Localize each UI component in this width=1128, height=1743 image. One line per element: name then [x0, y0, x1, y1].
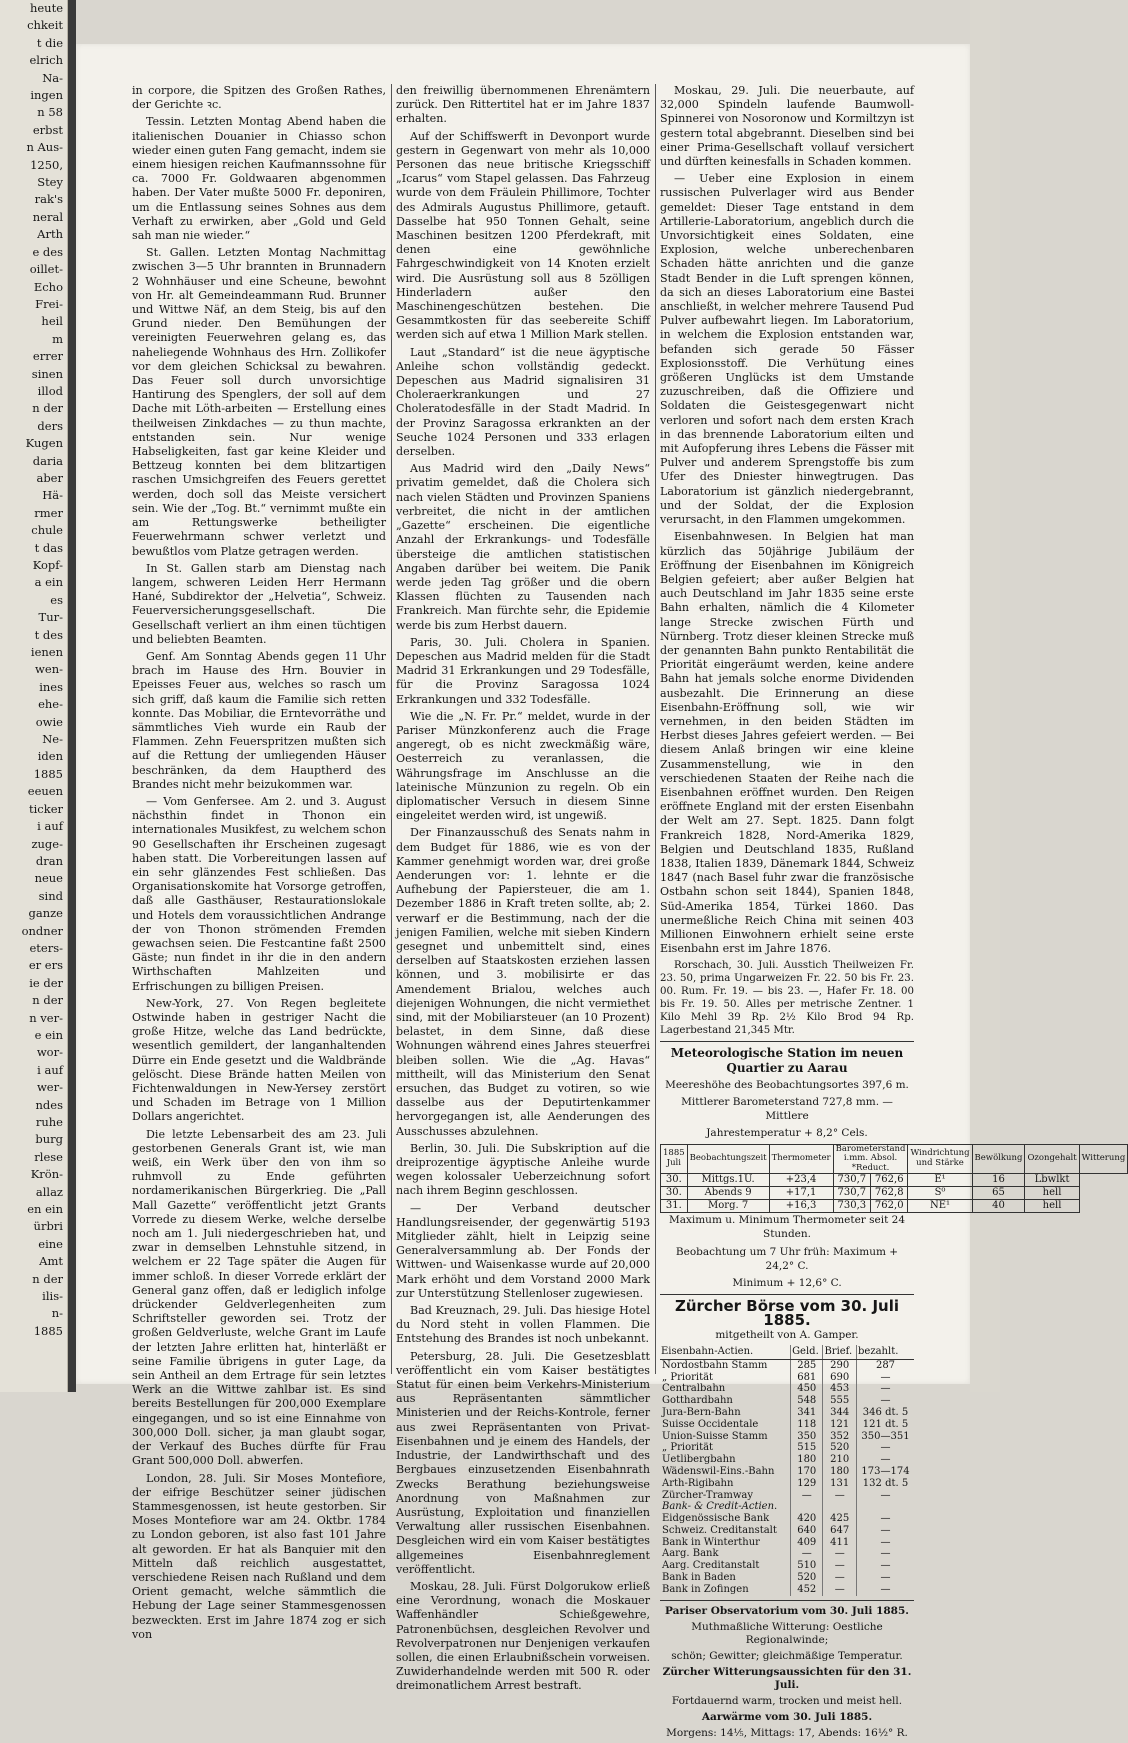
adjacent-page-strip — [0, 0, 68, 1392]
weather-table-cell: 40 — [972, 1200, 1025, 1213]
adjacent-page-fragment: wor- — [36, 1045, 63, 1060]
stock-value: 409 — [791, 1537, 823, 1549]
stock-table-row — [660, 1431, 914, 1443]
adjacent-page-fragment: Arth — [37, 227, 63, 242]
stock-table-row — [660, 1395, 914, 1407]
adjacent-page-fragment: Ne- — [42, 732, 63, 747]
weather-table-header: Barometerstand i.mm. Absol. *Reduct. — [833, 1144, 908, 1174]
stock-name: Uetlibergbahn — [662, 1454, 736, 1466]
article-paragraph: Wie die „N. Fr. Pr.“ meldet, wurde in der Pariser Münzkonferenz auch die Frage angeregt, ob es nicht zweckmäßig wäre, Oesterreich zu veranlassen, die Währungsfrage im Anschlusse an die lateinische Münzunion zu regeln. Ob ein diplomatischer Versuch in diesem Sinne eingeleitet werden wird, ist ungewiß. — [396, 709, 650, 823]
adjacent-page-fragment: ruhe — [35, 1115, 63, 1129]
weather-station-line: Mittlerer Barometerstand 727,8 mm. —Mittlere — [681, 1096, 893, 1123]
stock-value: 352 — [823, 1431, 857, 1443]
adjacent-page-fragment: daria — [32, 453, 63, 468]
adjacent-page-fragment: wer- — [36, 1080, 63, 1095]
stock-value: 520 — [791, 1572, 823, 1584]
stock-value: 425 — [823, 1513, 857, 1525]
adjacent-page-fragment: t das — [34, 540, 63, 555]
adjacent-page-fragment: ndes — [35, 1097, 63, 1112]
weather-table-cell: hell — [1025, 1200, 1079, 1213]
stock-name: Eidgenössische Bank — [662, 1513, 770, 1525]
weather-table-cell: 730,7 — [833, 1174, 870, 1187]
stock-value: 129 — [791, 1478, 823, 1490]
stock-value: 285 — [791, 1359, 823, 1371]
weather-table-cell: 730,7 — [833, 1187, 870, 1200]
adjacent-page-fragment: chkeit — [27, 18, 63, 33]
stock-value: — — [857, 1572, 915, 1584]
stock-value: — — [857, 1372, 915, 1384]
stock-value: 350—351 — [857, 1431, 915, 1443]
article-paragraph: In St. Gallen starb am Dienstag nach langem, schweren Leiden Herr Hermann Hané, Subdirektor der „Helvetia“, Schweiz. Feuerversicherungsgesellschaft. Die Gesellschaft verliert an ihm einen tüchtigen und beliebten Beamten. — [132, 561, 386, 646]
adjacent-page-fragment: Kugen — [25, 436, 63, 451]
adjacent-page-fragment: allaz — [35, 1184, 63, 1199]
adjacent-page-fragment: rmer — [34, 505, 63, 520]
adjacent-page-fragment: illod — [37, 383, 63, 398]
observatory-line: schön; Gewitter; gleichmäßige Temperatur. — [671, 1649, 903, 1662]
stock-value: — — [857, 1383, 915, 1395]
column-3 — [660, 84, 1126, 1743]
stock-value: 121 dt. 5 — [857, 1419, 915, 1431]
stock-value: 520 — [823, 1442, 857, 1454]
stock-name: Union-Suisse Stamm — [662, 1430, 768, 1442]
stock-value: — — [857, 1584, 915, 1596]
stock-name: Gotthardbahn — [662, 1395, 733, 1407]
adjacent-page-fragment: Stey — [37, 175, 63, 190]
adjacent-page-fragment: t die — [36, 35, 63, 50]
stock-value: 411 — [823, 1537, 857, 1549]
stock-value: 690 — [823, 1372, 857, 1384]
adjacent-page-fragment: 1250, — [30, 157, 63, 172]
observatory-line: Muthmaßliche Witterung: Oestliche Regionalwinde; — [691, 1620, 883, 1646]
adjacent-page-fragment: e des — [32, 244, 63, 259]
adjacent-page-fragment: ingen — [30, 88, 63, 103]
stock-name: Bank in Winterthur — [662, 1536, 760, 1548]
stock-table-row — [660, 1478, 914, 1490]
stock-value: 681 — [791, 1372, 823, 1384]
stock-value: 640 — [791, 1525, 823, 1537]
stock-name: Wädenswil-Eins.-Bahn — [662, 1465, 775, 1477]
adjacent-page-fragment: i auf — [37, 819, 63, 834]
stock-value: — — [857, 1490, 915, 1502]
adjacent-page-fragment: aber — [36, 470, 63, 485]
adjacent-page-fragment: neral — [32, 209, 63, 224]
weather-table-header: Witterung — [1079, 1144, 1128, 1174]
stock-table-row — [660, 1419, 914, 1431]
article-paragraph: Der Finanzausschuß des Senats nahm in dem Budget für 1886, wie es von der Kammer genehmigt worden war, drei große Aenderungen vor: 1. lehnte er die Aufhebung der Papiersteuer, die am 1. Dezember 1886 in Kraft treten sollte, ab; 2. verwarf er die Bestimmung, nach der die jenigen Familien, welche mit sieben Kindern gesegnet und unbemittelt sind, eines derselben auf Staatskosten erziehen lassen können, und 3. mobilisirte er das Amendement Brialou, welches auch diejenigen Wohnungen, die nicht vermiethet sind, mit der Mobiliarsteuer (an 10 Prozent) belastet, in dem Sinne, daß diese Wohnungen während eines Jahres steuerfrei bleiben sollen. Wie die „Ag. Havas“ mittheilt, will das Ministerium den Senat ersuchen, das Budget zu votiren, so wie dasselbe aus der Deputirtenkammer hervorgegangen ist, alle Aenderungen des Ausschusses abzulehnen. — [396, 826, 650, 1138]
stock-value: — — [823, 1584, 857, 1596]
stock-name: „ Priorität — [662, 1371, 714, 1383]
stock-value: — — [823, 1490, 857, 1502]
adjacent-page-fragment: sinen — [31, 366, 63, 381]
article-paragraph: — Der Verband deutscher Handlungsreisender, der gegenwärtig 5193 Mitglieder zählt, hielt in Leipzig seine Generalversammlung ab. Der Fonds der Wittwen- und Waisenkasse wurde auf 20,000 Mark erhöht und dem Vorstand 2000 Mark zur Unterstützung Stellenloser zugewiesen. — [396, 1201, 650, 1300]
adjacent-page-fragment: heute — [29, 1, 63, 15]
adjacent-page-fragment: ines — [39, 679, 63, 694]
stock-value: — — [823, 1560, 857, 1572]
adjacent-page-fragment: es — [50, 592, 63, 607]
adjacent-page-fragment: 1885 — [33, 766, 63, 781]
adjacent-page-fragment: n der — [32, 401, 63, 416]
adjacent-page-fragment: n der — [32, 993, 63, 1008]
article-paragraph: Petersburg, 28. Juli. Die Gesetzesblatt veröffentlicht ein vom Kaiser bestätigtes Statut für einen beim Verkehrs-Ministerium aus Repräsentanten sämmtlicher Ministerien und der Reichs-Kontrole, ferner aus zwei Repräsentanten von Privat-Eisenbahnen und je einem des Handels, der Industrie, der Landwirthschaft und des Bergbaues einzusetzenden Eisenbahnrath Zwecks Berathung beziehungsweise Anordnung von Maßnahmen zur Ausrüstung, Exploitation und finanziellen Verwaltung aller russischen Eisenbahnen. Desgleichen wird ein vom Kaiser bestätigtes allgemeines Eisenbahnreglement veröffentlicht. — [396, 1349, 650, 1576]
weather-table-cell: 762,6 — [871, 1174, 908, 1187]
stock-value: 453 — [823, 1383, 857, 1395]
stock-value: 510 — [791, 1560, 823, 1572]
weather-table-cell: 30. — [661, 1187, 688, 1200]
adjacent-page-fragment: n Aus- — [26, 140, 63, 155]
article-paragraph: Laut „Standard“ ist die neue ägyptische Anleihe schon vollständig gedeckt. Depeschen aus Madrid signalisiren 31 Choleraerkrankungen und 27 Choleratodesfälle in der Stadt Madrid. In der Provinz Saragossa erkrankten an der Seuche 1024 Personen und 333 erlagen derselben. — [396, 345, 650, 459]
stock-value: — — [857, 1395, 915, 1407]
weather-table-header: Ozongehalt — [1025, 1144, 1079, 1174]
stock-name: „ Priorität — [662, 1442, 714, 1454]
column-rule — [391, 84, 392, 1374]
weather-footnote: Maximum u. Minimum Thermometer seit 24 Stunden. — [668, 1214, 906, 1241]
weather-station-title: Meteorologische Station im neuen Quartier zu Aarau — [670, 1046, 904, 1075]
weather-table-row — [661, 1200, 1128, 1213]
adjacent-page-fragment: neue — [34, 871, 63, 886]
stock-exchange-title: Zürcher Börse vom 30. Juli 1885. — [674, 1297, 900, 1330]
stock-value: 420 — [791, 1513, 823, 1525]
adjacent-page-fragment: ürbri — [33, 1219, 63, 1234]
article-paragraph: St. Gallen. Letzten Montag Nachmittag zwischen 3—5 Uhr brannten in Brunnadern 2 Wohnhäuser und eine Scheune, bewohnt von Hr. alt Gemeindeammann Rud. Brunner und Wittwe Näf, an dem Steig, bis auf den Grund nieder. Den Bemühungen der vereinigten Feuerwehren gelang es, das naheliegende Wohnhaus des Hrn. Zollikofer vor dem gleichen Schicksal zu bewahren. Das Feuer soll durch unvorsichtige Hantirung des Spenglers, der soll auf dem Dache mit Löth-arbeiten — Erstellung eines theilweisen Zinkdaches — zu thun machte, entstanden sein. Nur wenige Habseligkeiten, fast gar keine Kleider und Bettzeug konnten bei dem blitzartigen raschen Umsichgreifen des Feuers gerettet werden, doch soll das Meiste versichert sein. Wie der „Tog. Bt.“ vernimmt mußte ein am Rettungswerke betheiligter Feuerwehrmann schwer verletzt und bewußtlos vom Platze getragen werden. — [132, 246, 386, 558]
observatory-title: Pariser Observatorium vom 30. Juli 1885. — [665, 1604, 909, 1617]
stock-value: — — [791, 1548, 823, 1560]
stock-value: 180 — [791, 1454, 823, 1466]
article-paragraph: in corpore, die Spitzen des Großen Rathes, der Gerichte ꝛc. — [132, 84, 386, 112]
weather-table-cell: 30. — [661, 1174, 688, 1187]
stock-value: — — [791, 1490, 823, 1502]
article-paragraph: New-York, 27. Von Regen begleitete Ostwinde haben in gestriger Nacht die große Hitze, welche das Land bedrückte, wesentlich gemildert, der langanhaltenden Dürre ein Ende gesetzt und die Waldbrände gelöscht. Diese Brände hatten Meilen von Fichtenwaldungen in New-Yersey zerstört und Schaden im Betrage von 1 Million Dollars angerichtet. — [132, 996, 386, 1124]
stock-value: 344 — [823, 1407, 857, 1419]
adjacent-page-fragment: iden — [37, 749, 63, 764]
weather-table-cell: hell — [1025, 1187, 1079, 1200]
stock-value: — — [823, 1572, 857, 1584]
weather-table-cell: 762,8 — [871, 1187, 908, 1200]
adjacent-page-fragment: 1885 — [33, 1323, 63, 1338]
stock-name: Zürcher-Tramway — [662, 1489, 753, 1501]
newspaper-page — [76, 44, 1126, 1739]
stock-table-row — [660, 1454, 914, 1466]
article-paragraph: Die letzte Lebensarbeit des am 23. Juli gestorbenen Generals Grant ist, wie man weiß, ein Werk über den von ihm so ruhmvoll zu Ende geführten nordamerikanischen Bürgerkrieg. Die „Pall Mall Gazette“ veröffentlicht jetzt Grants Vorrede zu diesem Werke, welche derselbe noch am 1. Juli niedergeschrieben hat, und zwar in demselben Lehnstuhle sitzend, in welchem er 22 Tage später die Augen für immer schloß. In dieser Vorrede erklärt der General ganz offen, daß er lediglich infolge drückender Geldverlegenheiten zum Schriftsteller geworden sei. Trotz der großen Geldverluste, welche Grant im Laufe der letzten Jahre erlitten hat, hinterläßt er seine Familie übrigens in guter Lage, da sein Antheil an dem Ertrage für sein letztes Werk an die Wittwe zahlbar ist. Es sind bereits Bestellungen für 200,000 Exemplare eingegangen, und so ist eine Einnahme von 300,000 Doll. sicher, ja man glaubt sogar, der Verkauf des Buches dürfte für Frau Grant 500,000 Doll. abwerfen. — [132, 1127, 386, 1468]
weather-table-header: Beobachtungszeit — [687, 1144, 769, 1174]
adjacent-page-fragment: t des — [34, 627, 63, 642]
stock-value: 647 — [823, 1525, 857, 1537]
adjacent-page-fragment: sind — [38, 888, 63, 903]
stock-value: — — [857, 1560, 915, 1572]
adjacent-page-fragment: ondner — [21, 923, 63, 938]
stock-value: 341 — [791, 1407, 823, 1419]
zurich-forecast-line: Fortdauernd warm, trocken und meist hell. — [671, 1694, 903, 1707]
stock-value: 287 — [857, 1359, 915, 1371]
stock-table-row — [660, 1513, 914, 1525]
adjacent-page-fragment: eine — [38, 1236, 63, 1251]
adjacent-page-fragment: en ein — [27, 1202, 63, 1217]
column-2 — [396, 84, 650, 1697]
weather-footnote: Minimum + 12,6° C. — [732, 1276, 842, 1289]
adjacent-page-fragment: Kopf- — [32, 558, 63, 572]
adjacent-page-fragment: elrich — [29, 53, 63, 68]
adjacent-page-fragment: i auf — [37, 1062, 63, 1077]
stock-exchange-subtitle: mitgetheilt von A. Gamper. — [715, 1328, 859, 1341]
weather-table-cell: Lbwlkt — [1025, 1174, 1079, 1187]
article-paragraph: Auf der Schiffswerft in Devonport wurde gestern in Gegenwart von mehr als 10,000 Personen das neue britische Kriegsschiff „Icarus“ vom Stapel gelassen. Das Fahrzeug wurde von dem Fräulein Phillimore, Tochter des Admirals Augustus Phillimore, getauft. Dasselbe hat 950 Tonnen Gehalt, seine Maschinen besitzen 1200 Pferdekraft, mit denen eine gewöhnliche Fahrgeschwindigkeit von 14 Knoten erzielt wird. Die Ausrüstung soll aus 8 5zölligen Hinderladern außer den Maschinengeschützen bestehen. Die Gesammtkosten für das seebereite Schiff werden sich auf etwa 1 Million Mark stellen. — [396, 129, 650, 342]
aare-temp-title: Aarwärme vom 30. Juli 1885. — [701, 1710, 873, 1723]
weather-table-cell: +16,3 — [769, 1200, 833, 1213]
stock-table-row — [660, 1490, 914, 1502]
adjacent-page-fragment: Krön- — [30, 1167, 63, 1182]
stock-name: Arth-Rigibahn — [662, 1477, 734, 1489]
stock-table-row — [660, 1560, 914, 1572]
adjacent-page-fragment: wen- — [35, 662, 63, 677]
stock-table-row — [660, 1537, 914, 1549]
adjacent-page-fragment: erbst — [32, 122, 63, 137]
article-paragraph: Tessin. Letzten Montag Abend haben die italienischen Douanier in Chiasso schon wieder einen guten Fang gemacht, indem sie einem hiesigen reichen Kaufmannssohne für ca. 7000 Fr. Goldwaaren abgenommen haben. Der Vater mußte 5000 Fr. deponiren, um die Entlassung seines Sohnes aus dem Verhaft zu erwirken, aber „Gold und Geld sah man nie wieder.“ — [132, 115, 386, 243]
stock-table-row — [660, 1372, 914, 1384]
adjacent-page-fragment: ganze — [28, 906, 63, 921]
stock-value: — — [823, 1548, 857, 1560]
stock-table-row — [660, 1501, 914, 1513]
adjacent-page-fragment: n 58 — [37, 105, 63, 120]
stock-value: — — [857, 1513, 915, 1525]
stock-value: — — [857, 1454, 915, 1466]
weather-table-header: Thermometer — [769, 1144, 833, 1174]
adjacent-page-fragment: chule — [31, 523, 63, 538]
article-paragraph: — Vom Genfersee. Am 2. und 3. August nächsthin findet in Thonon ein internationales Musikfest, zu welchem schon 90 Gesellschaften ihr Erscheinen zugesagt haben statt. Die Vorbereitungen lassen auf ein sehr glänzendes Fest schließen. Das Organisationskomite hat Vorsorge getroffen, daß alle Gasthäuser, Restaurationslokale und Hotels dem voraussichtlichen Andrange der von Thonon strömenden Fremden gewachsen seien. Die Festcantine faßt 2500 Gäste; nun findet in ihr die in den andern Wirthschaften Mahlzeiten und Erfrischungen zu billigen Preisen. — [132, 794, 386, 993]
binding-gutter — [68, 0, 76, 1392]
stock-table-row — [660, 1359, 914, 1371]
adjacent-page-fragment: n- — [51, 1306, 63, 1321]
weather-station-block — [660, 1046, 1126, 1290]
adjacent-page-fragment: ienen — [30, 645, 63, 660]
adjacent-page-fragment: Amt — [39, 1254, 63, 1269]
stock-name: Bank in Zofingen — [662, 1583, 749, 1595]
stock-table-row — [660, 1525, 914, 1537]
stock-value: — — [857, 1537, 915, 1549]
stock-name: Suisse Occidentale — [662, 1418, 759, 1430]
stock-value: 346 dt. 5 — [857, 1407, 915, 1419]
adjacent-page-fragment: ie der — [29, 975, 63, 990]
column-rule — [655, 84, 656, 1374]
adjacent-page-fragment: m — [52, 331, 63, 346]
stock-value: 173—174 — [857, 1466, 915, 1478]
adjacent-page-fragment: Na- — [42, 70, 63, 85]
stock-table-row — [660, 1572, 914, 1584]
article-paragraph: Berlin, 30. Juli. Die Subskription auf die dreiprozentige ägyptische Anleihe wurde wegen kolossaler Ueberzeichnung sofort nach ihrem Beginn geschlossen. — [396, 1141, 650, 1198]
adjacent-page-fragment: ticker — [28, 801, 63, 816]
adjacent-page-fragment: a ein — [34, 575, 63, 590]
adjacent-page-fragment: Echo — [33, 279, 63, 294]
article-paragraph: Aus Madrid wird den „Daily News“ privatim gemeldet, daß die Cholera sich nach vielen Städten und Provinzen Spaniens verbreitet, die nicht in der amtlichen „Gazette“ erscheinen. Die eigentliche Anzahl der Erkrankungs- und Todesfälle übersteige die amtlichen statistischen Angaben darüber bei weitem. Die Panik werde jeden Tag größer und die obern Klassen flüchten zu Tausenden nach Frankreich. Man fürchte sehr, die Epidemie werde bis zum Herbst dauern. — [396, 462, 650, 632]
article-paragraph: Moskau, 28. Juli. Fürst Dolgorukow erließ eine Verordnung, wonach die Moskauer Waffenhändler Schießgewehre, Patronenbüchsen, desgleichen Revolver und Revolverpatronen nur Denjenigen verkaufen sollen, die einen Erlaubnißschein vorweisen. Zuwiderhandelnde werden mit 500 R. oder dreimonatlichem Arrest bestraft. — [396, 1579, 650, 1693]
stock-value: 170 — [791, 1466, 823, 1478]
weather-table-cell: 31. — [661, 1200, 688, 1213]
stock-table-row — [660, 1466, 914, 1478]
stock-value: 210 — [823, 1454, 857, 1466]
adjacent-page-fragment: ders — [37, 418, 63, 433]
adjacent-page-fragment: heil — [41, 314, 63, 329]
stock-value: 131 — [823, 1478, 857, 1490]
adjacent-page-fragment: e ein — [34, 1027, 63, 1042]
stock-name: Nordostbahn Stamm — [662, 1359, 768, 1371]
adjacent-page-fragment: burg — [35, 1132, 63, 1147]
stock-name: Aarg. Creditanstalt — [662, 1560, 760, 1572]
adjacent-page-fragment: errer — [32, 349, 63, 364]
adjacent-page-fragment: n ver- — [29, 1010, 63, 1025]
stock-table-row — [660, 1548, 914, 1560]
adjacent-page-fragment: n der — [32, 1271, 63, 1286]
stock-value: 180 — [823, 1466, 857, 1478]
aare-temp-line: Morgens: 14⅕, Mittags: 17, Abends: 16½° R. — [666, 1726, 908, 1739]
weather-footnote: Beobachtung um 7 Uhr früh: Maximum + 24,2° C. — [675, 1245, 899, 1272]
article-paragraph: — Ueber eine Explosion in einem russischen Pulverlager wird aus Bender gemeldet: Dieser Tage entstand in dem Artillerie-Laboratorium, angeblich durch die Unvorsichtigkeit eines Soldaten, eine Explosion, welche unberechenbaren Schaden hätte anrichten und die ganze Stadt Bender in die Luft sprengen können, da sich an dieses Laboratorium eine Bastei anschließt, in welcher mehrere Tausend Pud Pulver aufbewahrt liegen. Im Laboratorium, in welchem die Explosion entstanden war, befanden sich gerade 50 Fässer Explosionsstoff. Die Verhütung eines größeren Unglücks ist dem Umstande zuzuschreiben, daß die Offiziere und Soldaten die Geistesgegenwart nicht verloren und sofort nach dem ersten Krach in das brennende Laboratorium eilten und mit Aufopferung ihres Lebens die Fässer mit Pulver und anderem Sprengstoffe bis zum Ufer des Dniester hinwegtrugen. Das Laboratorium ist gänzlich niedergebrannt, und der Soldat, der die Explosion verursacht, in den Flammen umgekommen. — [660, 172, 914, 527]
weather-station-line: Jahrestemperatur + 8,2° Cels. — [706, 1127, 868, 1140]
stock-value: 548 — [791, 1395, 823, 1407]
stock-value: 515 — [791, 1442, 823, 1454]
stock-value: 132 dt. 5 — [857, 1478, 915, 1490]
stock-table-header: Brief. — [823, 1345, 857, 1360]
adjacent-page-fragment: ilis- — [42, 1289, 63, 1304]
adjacent-page-fragment: zuge- — [31, 836, 63, 851]
adjacent-page-fragment: eeuen — [27, 784, 63, 799]
adjacent-page-fragment: Frei- — [35, 296, 63, 311]
adjacent-page-fragment: Hä- — [42, 488, 63, 503]
article-paragraph: Genf. Am Sonntag Abends gegen 11 Uhr brach im Hause des Hrn. Bouvier in Epeisses Feuer aus, welches so rasch um sich griff, daß kaum die Familie sich retten konnte. Das Mobiliar, die Erntevorräthe und sämmtliches Vieh wurde ein Raub der Flammen. Zehn Feuerspritzen mußten sich auf die Rettung der umliegenden Häuser beschränken, da dem Hauptherd des Brandes nicht mehr beizukommen war. — [132, 649, 386, 791]
article-paragraph: Paris, 30. Juli. Cholera in Spanien. Depeschen aus Madrid melden für die Stadt Madrid 31 Erkrankungen und 29 Todesfälle, für die Provinz Saragossa 1024 Erkrankungen und 332 Todesfälle. — [396, 635, 650, 706]
weather-table-header: 1885 Juli — [661, 1144, 688, 1174]
stock-value: 450 — [791, 1383, 823, 1395]
weather-table-header: Bewölkung — [972, 1144, 1025, 1174]
stock-value — [857, 1501, 915, 1513]
adjacent-page-fragment: rak's — [34, 192, 63, 207]
stock-value: 555 — [823, 1395, 857, 1407]
stock-value: — — [857, 1525, 915, 1537]
stock-table-row — [660, 1383, 914, 1395]
stock-table-header: Geld. — [791, 1345, 823, 1360]
adjacent-page-fragment: owie — [35, 714, 63, 729]
stock-exchange-block — [660, 1299, 914, 1596]
stock-table-header: bezahlt. — [857, 1345, 915, 1360]
weather-table-header: Windrichtung und Stärke — [908, 1144, 972, 1174]
adjacent-page-fragment: ehe- — [38, 697, 63, 712]
weather-table-cell: Mittgs.1U. — [687, 1174, 769, 1187]
adjacent-page-fragment: eters- — [29, 940, 63, 955]
stock-table-row — [660, 1442, 914, 1454]
stock-table-row — [660, 1584, 914, 1596]
stock-name: Aarg. Bank — [662, 1548, 719, 1560]
article-paragraph: Moskau, 29. Juli. Die neuerbaute, auf 32,000 Spindeln laufende Baumwoll-Spinnerei von Nosoronow und Kormiltzyn ist gestern total abgebrannt. Dieselben sind bei einer Prima-Gesellschaft vollauf versichert und dürften keinesfalls in Schaden kommen. — [660, 84, 914, 169]
adjacent-page-fragment: dran — [35, 853, 63, 868]
weather-table-cell: Morg. 7 — [687, 1200, 769, 1213]
weather-table-cell: 730,3 — [833, 1200, 870, 1213]
weather-table-row — [661, 1187, 1128, 1200]
weather-table-cell: Abends 9 — [687, 1187, 769, 1200]
article-paragraph: den freiwillig übernommenen Ehrenämtern zurück. Den Rittertitel hat er im Jahre 1837 erhalten. — [396, 84, 650, 126]
article-paragraph: London, 28. Juli. Sir Moses Montefiore, der eifrige Beschützer seiner jüdischen Stammesgenossen, ist heute gestorben. Sir Moses Montefiore war am 24. Oktbr. 1784 zu London geboren, ist also fast 101 Jahre alt geworden. Er hat als Banquier mit den Mitteln daß reichlich ausgestattet, verschiedene Reisen nach Rußland und dem Orient gemacht, welche sämmtlich die Hebung der Lage seiner Stammesgenossen bezweckten. Erst im Jahre 1874 zog er sich von — [132, 1471, 386, 1641]
stock-value: — — [857, 1548, 915, 1560]
stock-value — [791, 1501, 823, 1513]
stock-name: Bank in Baden — [662, 1572, 736, 1584]
stock-name: Schweiz. Creditanstalt — [662, 1524, 777, 1536]
weather-table-cell: 16 — [972, 1174, 1025, 1187]
adjacent-page-fragment: rlese — [34, 1149, 63, 1164]
weather-table-cell: 65 — [972, 1187, 1025, 1200]
weather-table-cell: E¹ — [908, 1174, 972, 1187]
adjacent-page-fragment: oillet- — [29, 262, 63, 277]
stock-name: Centralbahn — [662, 1383, 726, 1395]
adjacent-page-fragment: Tur- — [38, 610, 63, 625]
article-paragraph: Eisenbahnwesen. In Belgien hat man kürzlich das 50jährige Jubiläum der Eröffnung der Eisenbahnen im Königreich Belgien gefeiert; aber außer Belgien hat auch Deutschland im Jahr 1835 seine erste Bahn erhalten, nämlich die 4 Kilometer lange Strecke zwischen Fürth und Nürnberg. Trotz dieser kleinen Strecke muß der genannten Bahn punkto Rentabilität die Priorität eingeräumt werden, keine andere Bahn hat jemals solche enorme Dividenden ausbezahlt. Die Erinnerung an diese Eisenbahn-Eröffnung soll, wie wir vernehmen, in den beiden Städten im Herbst dieses Jahres gefeiert werden. — Bei diesem Anlaß bringen wir eine kleine Zusammenstellung, wie in den verschiedenen Staaten der Reihe nach die Eisenbahnen eröffnet wurden. Den Reigen eröffnete England mit der ersten Eisenbahn der Welt am 27. Sept. 1825. Dann folgt Frankreich 1828, Nord-Amerika 1829, Belgien und Deutschland 1835, Rußland 1838, Italien 1839, Dänemark 1844, Schweiz 1847 (nach Basel fuhr zwar die französische Ostbahn schon seit 1844), Spanien 1848, Süd-Amerika 1854, Türkei 1860. Das unermeßliche Reich China mit seinen 403 Millionen Einwohnern erhielt seine erste Eisenbahn erst im Jahre 1876. — [660, 530, 914, 956]
stock-table — [660, 1345, 914, 1596]
stock-value: 118 — [791, 1419, 823, 1431]
weather-table-cell: S⁰ — [908, 1187, 972, 1200]
column-1 — [132, 84, 386, 1645]
article-paragraph: Rorschach, 30. Juli. Ausstich Theilweizen Fr. 23. 50, prima Ungarweizen Fr. 22. 50 bis Fr. 23. 00. Rum. Fr. 19. — bis 23. —, Hafer Fr. 18. 00 bis Fr. 19. 50. Alles per metrische Zentner. 1 Kilo Mehl 39 Rp. 2½ Kilo Brod 94 Rp. Lagerbestand 21,345 Mtr. — [660, 960, 914, 1037]
stock-value: 290 — [823, 1359, 857, 1371]
stock-value — [823, 1501, 857, 1513]
weather-table — [660, 1144, 1128, 1214]
stock-name: Jura-Bern-Bahn — [662, 1406, 741, 1418]
stock-value: 121 — [823, 1419, 857, 1431]
zurich-forecast-title: Zürcher Witterungsaussichten für den 31. Juli. — [662, 1665, 912, 1691]
stock-value: — — [857, 1442, 915, 1454]
weather-table-cell: 762,0 — [871, 1200, 908, 1213]
weather-station-line: Meereshöhe des Beobachtungsortes 397,6 m. — [665, 1078, 909, 1091]
weather-table-row — [661, 1174, 1128, 1187]
stock-table-row — [660, 1407, 914, 1419]
article-paragraph: Bad Kreuznach, 29. Juli. Das hiesige Hotel du Nord steht in vollen Flammen. Die Entstehung des Brandes ist noch unbekannt. — [396, 1304, 650, 1346]
stock-value: 350 — [791, 1431, 823, 1443]
adjacent-page-fragment: er ers — [28, 958, 63, 973]
weather-table-cell: +23,4 — [769, 1174, 833, 1187]
weather-table-cell: +17,1 — [769, 1187, 833, 1200]
stock-name: Bank- & Credit-Actien. — [662, 1501, 778, 1513]
forecast-block — [660, 1605, 914, 1740]
weather-table-cell: NE¹ — [908, 1200, 972, 1213]
stock-table-header: Eisenbahn-Actien. — [660, 1345, 791, 1360]
stock-value: 452 — [791, 1584, 823, 1596]
